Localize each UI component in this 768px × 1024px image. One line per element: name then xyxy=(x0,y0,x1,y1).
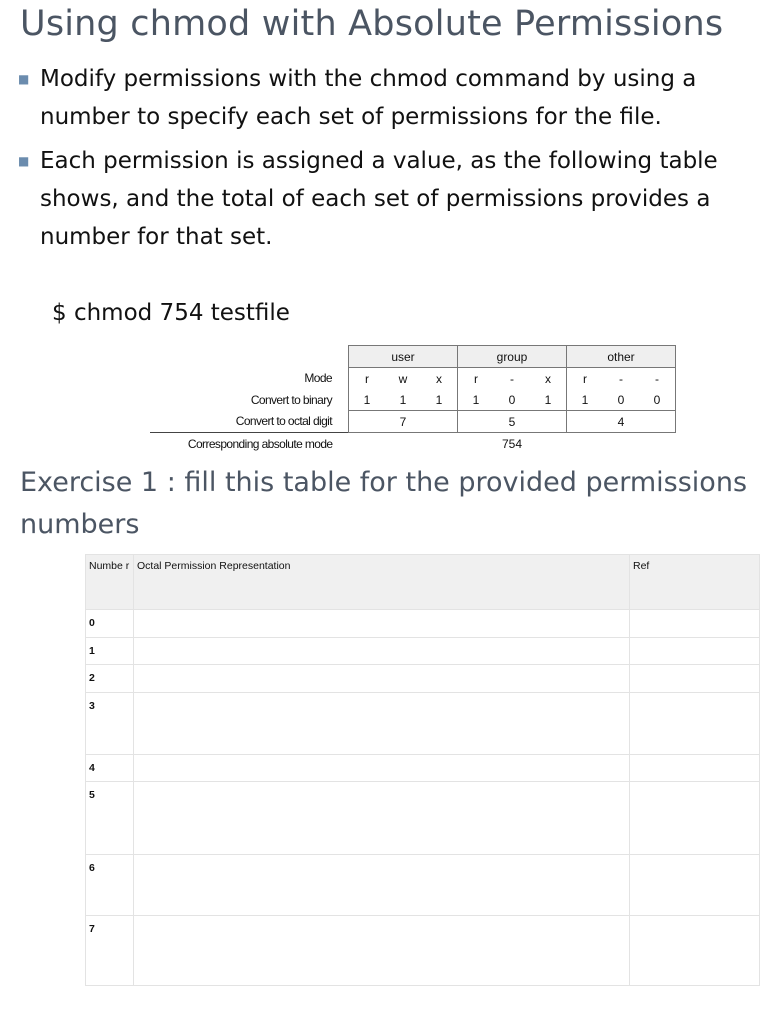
perm-cell: 0 xyxy=(603,389,639,411)
col-header-number: Numbe r xyxy=(86,555,134,610)
octal-cell[interactable] xyxy=(134,855,630,916)
bullet-text: Modify permissions with the chmod command by using a number to specify each set of permissions for the file. xyxy=(40,66,697,130)
perm-group-user: user xyxy=(349,346,458,368)
ref-cell[interactable] xyxy=(630,855,760,916)
perm-row-label: Convert to octal digit xyxy=(235,414,332,429)
perm-group-group: group xyxy=(458,346,567,368)
octal-cell[interactable] xyxy=(134,665,630,693)
row-number: 4 xyxy=(86,755,134,782)
perm-row-label: Mode xyxy=(304,371,332,386)
exercise-header-row xyxy=(86,555,760,610)
col-header-octal: Octal Permission Representation xyxy=(134,555,630,610)
ref-cell[interactable] xyxy=(630,693,760,755)
row-number: 5 xyxy=(86,782,134,855)
exercise-table xyxy=(85,554,760,986)
bullet-list xyxy=(18,60,748,262)
perm-octal-cell: 7 xyxy=(349,411,458,433)
row-number: 3 xyxy=(86,693,134,755)
perm-cell: 1 xyxy=(458,389,495,411)
ref-cell[interactable] xyxy=(630,782,760,855)
row-number: 1 xyxy=(86,638,134,665)
perm-group-other: other xyxy=(567,346,676,368)
perm-octal-cell: 4 xyxy=(567,411,676,433)
perm-cell: 0 xyxy=(639,389,676,411)
perm-cell: 1 xyxy=(530,389,567,411)
ref-cell[interactable] xyxy=(630,665,760,693)
octal-cell[interactable] xyxy=(134,693,630,755)
perm-cell: x xyxy=(421,368,458,390)
exercise-title: Exercise 1 : fill this table for the provided permissions numbers xyxy=(20,467,748,540)
perm-cell: 1 xyxy=(385,389,421,411)
perm-absolute-row xyxy=(150,433,676,455)
ref-cell[interactable] xyxy=(630,610,760,638)
table-row xyxy=(86,782,760,855)
table-row xyxy=(86,638,760,665)
table-row xyxy=(86,855,760,916)
bullet-square-icon: ■ xyxy=(18,72,30,86)
perm-binary-row xyxy=(150,389,676,411)
row-number: 7 xyxy=(86,916,134,986)
col-header-ref: Ref xyxy=(630,555,760,610)
table-row xyxy=(86,610,760,638)
ref-cell[interactable] xyxy=(630,916,760,986)
perm-row-label: Convert to binary xyxy=(250,392,332,407)
octal-cell[interactable] xyxy=(134,782,630,855)
table-row xyxy=(86,916,760,986)
row-number: 6 xyxy=(86,855,134,916)
perm-cell: r xyxy=(349,368,386,390)
perm-cell: r xyxy=(567,368,604,390)
perm-cell: x xyxy=(530,368,567,390)
perm-mode-row xyxy=(150,368,676,390)
perm-cell: - xyxy=(510,371,514,386)
octal-cell[interactable] xyxy=(134,755,630,782)
bullet-item xyxy=(18,142,748,256)
bullet-item xyxy=(18,60,748,136)
perm-cell: 1 xyxy=(349,389,386,411)
perm-cell: w xyxy=(398,371,408,386)
perm-octal-row xyxy=(150,411,676,433)
octal-cell[interactable] xyxy=(134,610,630,638)
perm-cell: - xyxy=(619,371,623,386)
table-row xyxy=(86,665,760,693)
perm-cell: - xyxy=(639,368,676,390)
permission-table xyxy=(150,345,676,454)
table-row xyxy=(86,755,760,782)
row-number: 2 xyxy=(86,665,134,693)
ref-cell[interactable] xyxy=(630,755,760,782)
perm-cell: r xyxy=(458,368,495,390)
table-row xyxy=(86,693,760,755)
slide-title: Using chmod with Absolute Permissions xyxy=(20,4,724,44)
octal-cell[interactable] xyxy=(134,916,630,986)
perm-header-row xyxy=(150,346,676,368)
bullet-text: Each permission is assigned a value, as the following table shows, and the total of each set of permissions provides a number for that set. xyxy=(40,148,718,250)
bullet-square-icon: ■ xyxy=(18,154,30,168)
perm-cell: 1 xyxy=(567,389,604,411)
octal-cell[interactable] xyxy=(134,638,630,665)
perm-row-label: Corresponding absolute mode xyxy=(150,433,349,455)
command-example: $ chmod 754 testfile xyxy=(52,300,290,326)
perm-cell: 0 xyxy=(494,389,530,411)
perm-absolute-cell: 754 xyxy=(349,433,676,455)
perm-cell: 1 xyxy=(421,389,458,411)
ref-cell[interactable] xyxy=(630,638,760,665)
perm-octal-cell: 5 xyxy=(458,411,567,433)
row-number: 0 xyxy=(86,610,134,638)
